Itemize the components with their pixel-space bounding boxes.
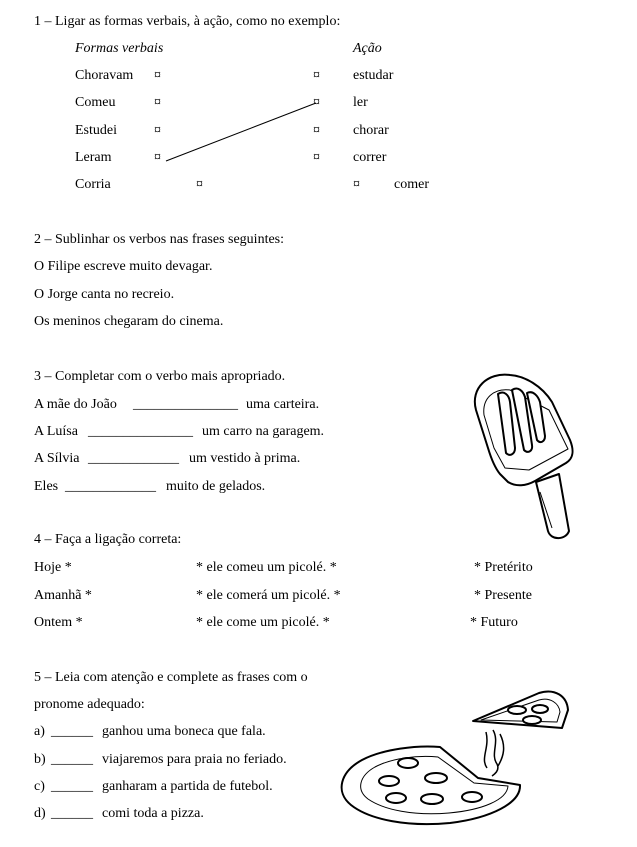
action-item: chorar [353,123,389,138]
fill-blank[interactable]: _______________ [88,424,193,439]
fill-line-before: A mãe do João [34,397,117,412]
sentence: O Filipe escreve muito devagar. [34,259,213,274]
picole-sentence[interactable]: * ele comerá um picolé. * [196,588,341,603]
connector-dot[interactable]: ¤ [313,123,320,138]
fill-line-after: uma carteira. [246,397,320,412]
action-item: correr [353,150,387,165]
action-item: comer [394,177,429,192]
action-item: estudar [353,68,394,83]
action-header: Ação [353,41,382,56]
tense-label[interactable]: * Pretérito [474,560,533,575]
verb-item: Corria [75,177,111,192]
fill-line-after: muito de gelados. [166,479,266,494]
item-letter: b) [34,752,46,767]
exercise-5-title-cont: pronome adequado: [34,697,145,712]
connector-dot[interactable]: ¤ [154,68,161,83]
connector-dot[interactable]: ¤ [313,150,320,165]
picole-sentence[interactable]: * ele comeu um picolé. * [196,560,337,575]
verb-item: Estudei [75,123,117,138]
item-text: ganharam a partida de futebol. [102,779,273,794]
item-letter: d) [34,806,46,821]
fill-line-after: um carro na garagem. [202,424,325,439]
action-item: ler [353,95,368,110]
fill-line-after: um vestido à prima. [189,451,301,466]
item-letter: a) [34,724,45,739]
exercise-3-title: 3 – Completar com o verbo mais apropriado. [34,369,286,384]
connector-dot[interactable]: ¤ [313,95,320,110]
connector-dot[interactable]: ¤ [196,177,203,192]
exercise-5-title: 5 – Leia com atenção e complete as frases com o [34,670,308,685]
connector-dot[interactable]: ¤ [313,68,320,83]
sentence: O Jorge canta no recreio. [34,287,175,302]
item-letter: c) [34,779,45,794]
verb-item: Comeu [75,95,116,110]
verb-forms-header: Formas verbais [75,41,164,56]
time-word[interactable]: Ontem * [34,615,83,630]
connector-dot[interactable]: ¤ [154,95,161,110]
verb-item: Choravam [75,68,134,83]
pronoun-blank[interactable]: ______ [51,779,93,794]
connector-dot[interactable]: ¤ [154,123,161,138]
pronoun-blank[interactable]: ______ [51,806,93,821]
exercise-4-title: 4 – Faça a ligação correta: [34,532,182,547]
sentence: Os meninos chegaram do cinema. [34,314,224,329]
connector-dot[interactable]: ¤ [353,177,360,192]
pronoun-blank[interactable]: ______ [51,752,93,767]
fill-blank[interactable]: _______________ [133,397,238,412]
exercise-2-title: 2 – Sublinhar os verbos nas frases seguintes: [34,232,285,247]
fill-blank[interactable]: _____________ [65,479,156,494]
picole-sentence[interactable]: * ele come um picolé. * [196,615,330,630]
fill-line-before: A Luísa [34,424,78,439]
connector-dot[interactable]: ¤ [154,150,161,165]
item-text: comi toda a pizza. [102,806,204,821]
item-text: viajaremos para praia no feriado. [102,752,287,767]
fill-line-before: Eles [34,479,59,494]
exercise-1-title: 1 – Ligar as formas verbais, à ação, como no exemplo: [34,14,341,29]
time-word[interactable]: Hoje * [34,560,72,575]
pronoun-blank[interactable]: ______ [51,724,93,739]
time-word[interactable]: Amanhã * [34,588,92,603]
fill-blank[interactable]: _____________ [88,451,179,466]
item-text: ganhou uma boneca que fala. [102,724,266,739]
tense-label[interactable]: * Presente [474,588,532,603]
verb-item: Leram [75,150,112,165]
tense-label[interactable]: * Futuro [470,615,518,630]
fill-line-before: A Sílvia [34,451,80,466]
